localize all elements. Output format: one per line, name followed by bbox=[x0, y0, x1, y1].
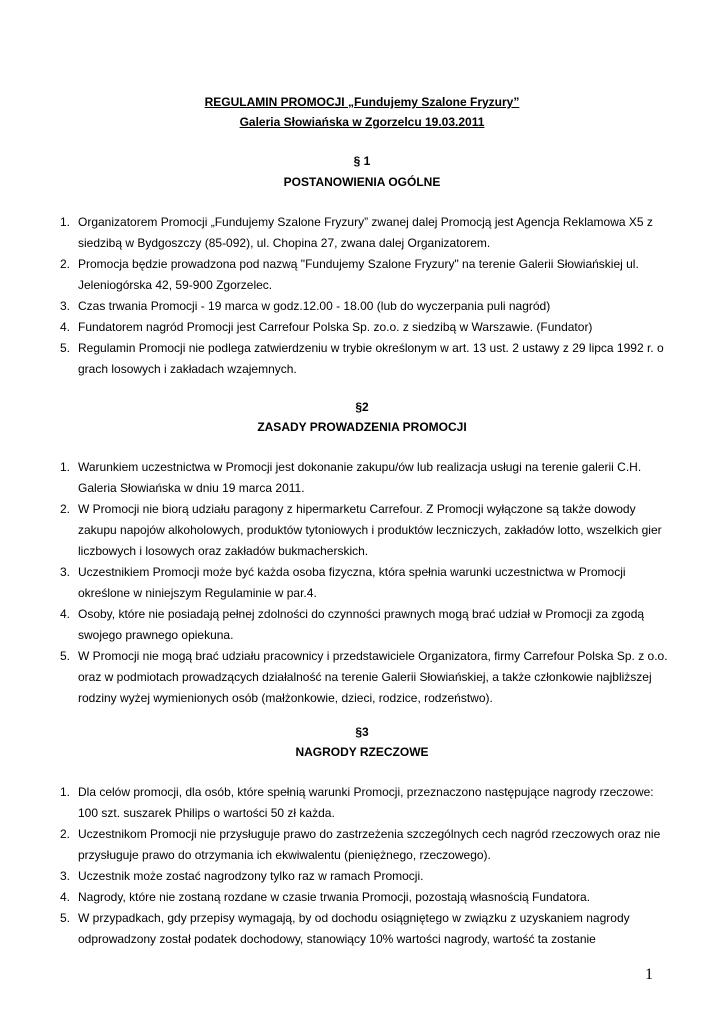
section-2-number: §2 bbox=[355, 400, 369, 414]
section-3-number: §3 bbox=[355, 725, 369, 739]
list-item: 4. Nagrody, które nie zostaną rozdane w czasie trwania Promocji, pozostają własnością Fundatora. bbox=[60, 890, 591, 904]
list-item: 4. Osoby, które nie posiadają pełnej zdolności do czynności prawnych mogą brać udział w Promocji za zgodą swojego prawnego opiekuna. bbox=[60, 607, 645, 642]
list-item: 5. Regulamin Promocji nie podlega zatwierdzeniu w trybie określonym w art. 13 ust. 2 ustawy z 29 lipca 1992 r. o grach losowych i zakładach wzajemnych. bbox=[60, 341, 664, 376]
section-2-list bbox=[60, 457, 670, 709]
list-item: 2. Uczestnikom Promocji nie przysługuje prawo do zastrzeżenia szczególnych cech nagród rzeczowych oraz nie przysługuje prawo do otrzymania ich ekwiwalentu (pieniężnego, rzeczowego). bbox=[60, 827, 661, 862]
list-item: 3. Czas trwania Promocji - 19 marca w godz.12.00 - 18.00 (lub do wyczerpania puli nagród) bbox=[60, 299, 551, 313]
document-title: REGULAMIN PROMOCJI „Fundujemy Szalone Fryzury” bbox=[204, 95, 520, 109]
section-3-heading: NAGRODY RZECZOWE bbox=[295, 745, 429, 759]
list-item: 3. Uczestnik może zostać nagrodzony tylko raz w ramach Promocji. bbox=[60, 869, 424, 883]
list-item: 1. Warunkiem uczestnictwa w Promocji jest dokonanie zakupu/ów lub realizacja usługi na terenie galerii C.H. Galeria Słowiańska w dniu 19 marca 2011. bbox=[60, 460, 642, 495]
list-item: 1. Dla celów promocji, dla osób, które spełnią warunki Promocji, przeznaczono następujące nagrody rzeczowe: 100 szt. suszarek Philips o wartości 50 zł każda. bbox=[60, 785, 654, 820]
document-subtitle: Galeria Słowiańska w Zgorzelcu 19.03.2011 bbox=[239, 115, 485, 129]
section-1-number: § 1 bbox=[353, 154, 371, 168]
section-1-list bbox=[60, 212, 670, 380]
page-number: 1 bbox=[645, 966, 653, 983]
list-item: 4. Fundatorem nagród Promocji jest Carrefour Polska Sp. zo.o. z siedzibą w Warszawie. (Fundator) bbox=[60, 320, 593, 334]
section-2-heading: ZASADY PROWADZENIA PROMOCJI bbox=[257, 420, 467, 434]
list-item: 1. Organizatorem Promocji „Fundujemy Szalone Fryzury” zwanej dalej Promocją jest Agencja Reklamowa X5 z siedzibą w Bydgoszczy (85-092), ul. Chopina 27, zwana dalej Organizatorem. bbox=[60, 215, 653, 250]
list-item: 3. Uczestnikiem Promocji może być każda osoba fizyczna, która spełnia warunki uczestnictwa w Promocji określone w niniejszym Regulaminie w par.4. bbox=[60, 565, 626, 600]
list-item: 5. W przypadkach, gdy przepisy wymagają, by od dochodu osiągniętego w związku z uzyskaniem nagrody odprowadzony został podatek dochodowy, stanowiący 10% wartości nagrody, wartość ta zostanie bbox=[60, 911, 630, 946]
list-item: 5. W Promocji nie mogą brać udziału pracownicy i przedstawiciele Organizatora, firmy Carrefour Polska Sp. z o.o. oraz w podmiotach prowadzących działalność na terenie Galerii Słowiańskiej, a także członkowie najbliższej rodziny wyżej wymienionych osób (małżonkowie, dzieci, rodzice, rodzeństwo). bbox=[60, 649, 668, 705]
list-item: 2. Promocja będzie prowadzona pod nazwą "Fundujemy Szalone Fryzury" na terenie Galerii Słowiańskiej ul. Jeleniogórska 42, 59-900 Zgorzelec. bbox=[60, 257, 639, 292]
section-3-list bbox=[60, 782, 670, 950]
section-1-heading: POSTANOWIENIA OGÓLNE bbox=[283, 175, 441, 189]
list-item: 2. W Promocji nie biorą udziału paragony z hipermarketu Carrefour. Z Promocji wyłączone są także dowody zakupu napojów alkoholowych, produktów tytoniowych i produktów leczniczych, zakładów lotto, wszelkich gier liczbowych i losowych oraz zakładów bukmacherskich. bbox=[60, 502, 662, 558]
